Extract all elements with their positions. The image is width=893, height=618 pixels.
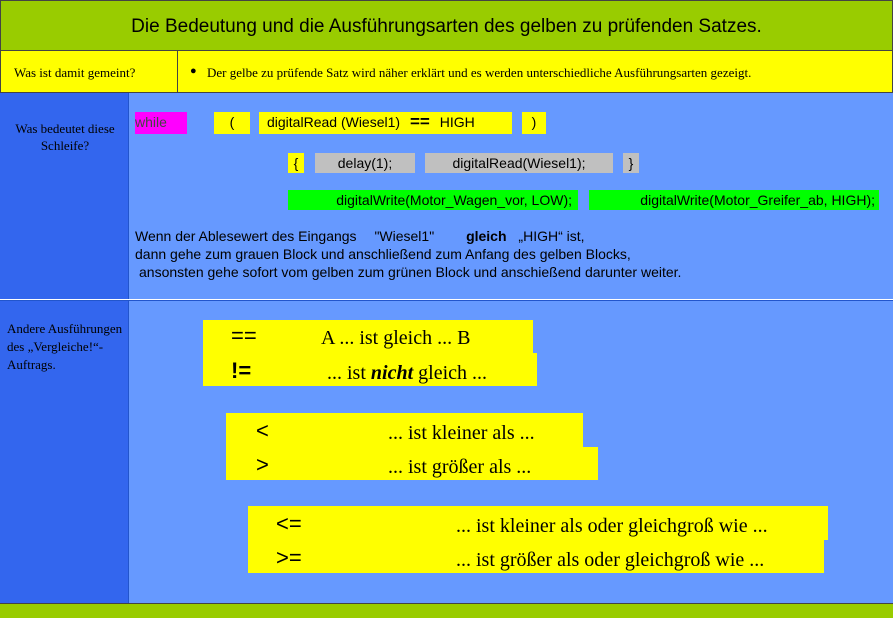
code-condition [259, 112, 512, 134]
code-while: while [135, 112, 187, 134]
op-row-le [248, 506, 828, 540]
op-neq-desc-pre: ... ist [327, 362, 371, 384]
section1-label: Was bedeutet diese Schleife? [15, 121, 115, 153]
op-gt-symbol: > [256, 452, 269, 477]
explanation-l1-c: gleich [466, 228, 507, 244]
code-operator: == [409, 112, 430, 131]
question-answer: Der gelbe zu prüfende Satz wird näher erklärt und es werden unterschiedliche Ausführungsarten gezeigt. [207, 65, 752, 80]
code-high: HIGH [439, 114, 475, 130]
op-lt-symbol: < [256, 418, 269, 443]
code-delay: delay(1); [315, 153, 415, 173]
op-row-gt [226, 447, 598, 480]
op-eq-symbol: == [231, 323, 257, 348]
op-row-ge [248, 540, 824, 573]
op-eq-desc: A ... ist gleich ... B [321, 327, 471, 349]
code-open-brace: { [288, 153, 304, 173]
op-ge-desc: ... ist größer als oder gleichgroß wie ... [456, 549, 765, 571]
code-read-stmt: digitalRead(Wiesel1); [425, 153, 613, 173]
code-open-paren: ( [214, 112, 250, 134]
bullet-icon: ● [190, 65, 197, 77]
op-neq-desc-em: nicht [370, 362, 414, 384]
section1-explanation [135, 227, 875, 281]
op-le-desc: ... ist kleiner als oder gleichgroß wie ... [456, 515, 768, 537]
explanation-l1-a: Wenn der Ablesewert des Eingangs [135, 228, 357, 244]
op-le-symbol: <= [276, 511, 302, 536]
explanation-line3: ansonsten gehe sofort vom gelben zum grünen Block und anschießend darunter weiter. [139, 264, 682, 280]
code-write1: digitalWrite(Motor_Wagen_vor, LOW); [288, 190, 578, 210]
explanation-line1 [135, 227, 875, 245]
op-neq-desc-post: gleich ... [413, 362, 488, 384]
code-close-paren: ) [522, 112, 546, 134]
op-neq-symbol: != [231, 358, 252, 383]
question-label: Was ist damit gemeint? [14, 65, 136, 80]
op-lt-desc: ... ist kleiner als ... [388, 422, 535, 444]
op-row-neq [203, 353, 537, 386]
section2-label: Andere Ausführungen des „Vergleiche!“-Auftrags. [7, 321, 123, 372]
op-gt-desc: ... ist größer als ... [388, 456, 532, 478]
code-write2: digitalWrite(Motor_Greifer_ab, HIGH); [589, 190, 879, 210]
explanation-l1-d: „HIGH“ ist, [518, 228, 585, 244]
op-neq-desc [327, 357, 487, 389]
op-row-eq [203, 320, 533, 353]
code-close-brace: } [623, 153, 639, 173]
explanation-line2: dann gehe zum grauen Block und anschließend zum Anfang des gelben Blocks, [135, 246, 631, 262]
footer-bar [0, 603, 893, 618]
op-ge-symbol: >= [276, 545, 302, 570]
page-title: Die Bedeutung und die Ausführungsarten des gelben zu prüfenden Satzes. [131, 16, 762, 37]
explanation-l1-b: "Wiesel1" [374, 228, 435, 244]
op-row-lt [226, 413, 583, 447]
code-read-part: digitalRead (Wiesel1) [267, 114, 401, 130]
